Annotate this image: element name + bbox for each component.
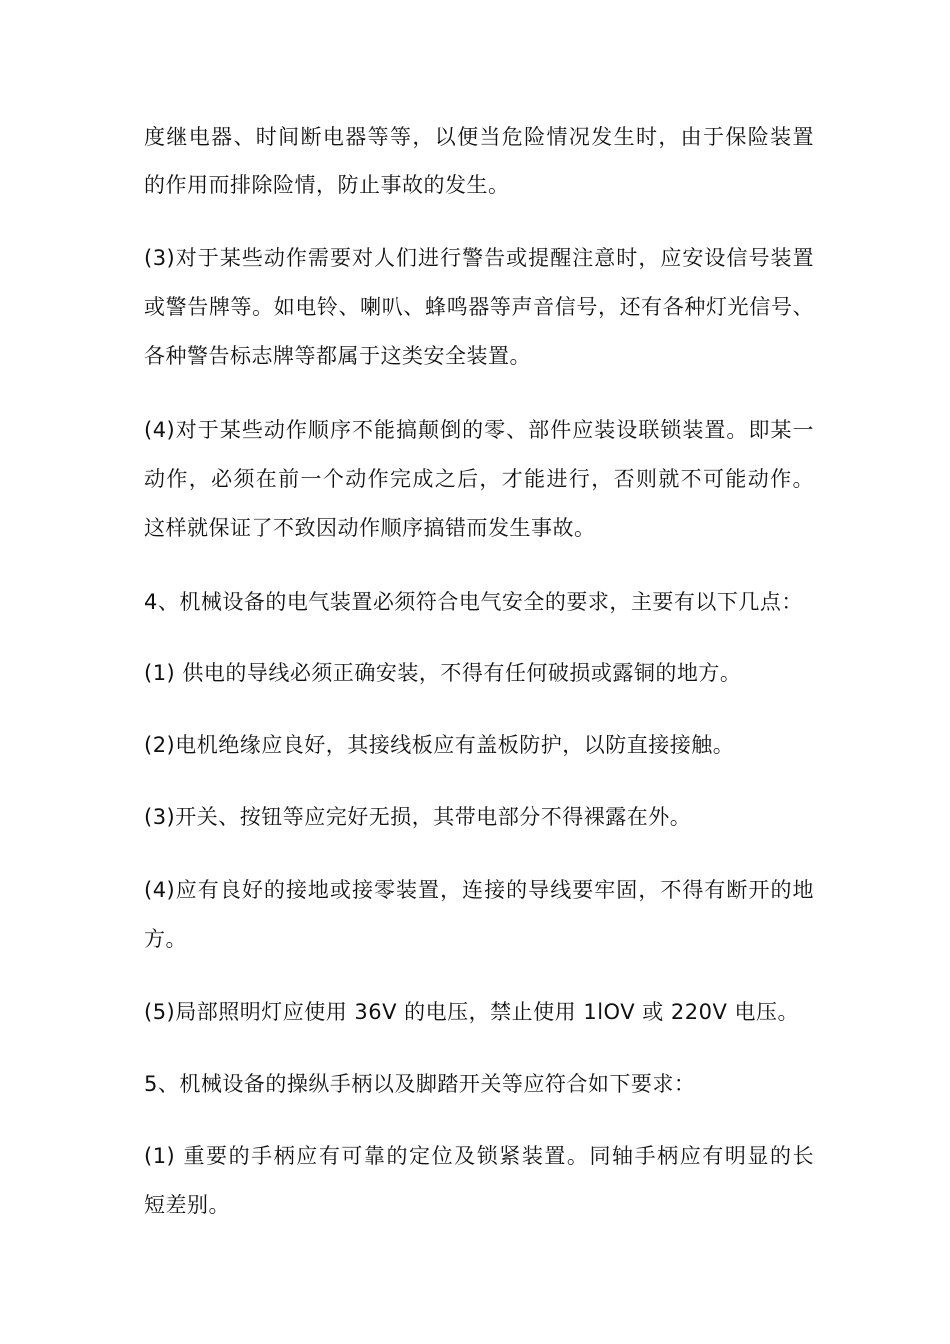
list-item: (4)应有良好的接地或接零装置，连接的导线要牢固，不得有断开的地 [144, 878, 814, 902]
section-heading: 4、机械设备的电气装置必须符合电气安全的要求，主要有以下几点： [144, 590, 803, 614]
paragraph-line: (3)对于某些动作需要对人们进行警告或提醒注意时，应安设信号装置 [144, 246, 814, 270]
list-item: (5)局部照明灯应使用 36V 的电压，禁止使用 1lOV 或 220V 电压。 [144, 1000, 800, 1024]
list-item-continuation: 短差别。 [144, 1193, 230, 1217]
paragraph-line: (4)对于某些动作顺序不能搞颠倒的零、部件应装设联锁装置。即某一 [144, 418, 814, 442]
list-item: (1) 重要的手柄应有可靠的定位及锁紧装置。同轴手柄应有明显的长 [144, 1144, 814, 1168]
paragraph-line: 这样就保证了不致因动作顺序搞错而发生事故。 [144, 516, 596, 540]
list-item: (2)电机绝缘应良好，其接线板应有盖板防护，以防直接接触。 [144, 733, 735, 757]
paragraph-line: 或警告牌等。如电铃、喇叭、蜂鸣器等声音信号，还有各种灯光信号、 [144, 295, 814, 319]
list-item: (3)开关、按钮等应完好无损，其带电部分不得裸露在外。 [144, 805, 692, 829]
paragraph-line: 度继电器、时间断电器等等，以便当危险情况发生时，由于保险装置 [144, 125, 814, 149]
section-heading: 5、机械设备的操纵手柄以及脚踏开关等应符合如下要求： [144, 1072, 696, 1096]
list-item-continuation: 方。 [144, 927, 187, 951]
list-item: (1) 供电的导线必须正确安装，不得有任何破损或露铜的地方。 [144, 661, 742, 685]
paragraph-line: 的作用而排除险情，防止事故的发生。 [144, 173, 510, 197]
paragraph-line: 动作，必须在前一个动作完成之后，才能进行，否则就不可能动作。 [144, 467, 814, 491]
paragraph-line: 各种警告标志牌等都属于这类安全装置。 [144, 344, 531, 368]
